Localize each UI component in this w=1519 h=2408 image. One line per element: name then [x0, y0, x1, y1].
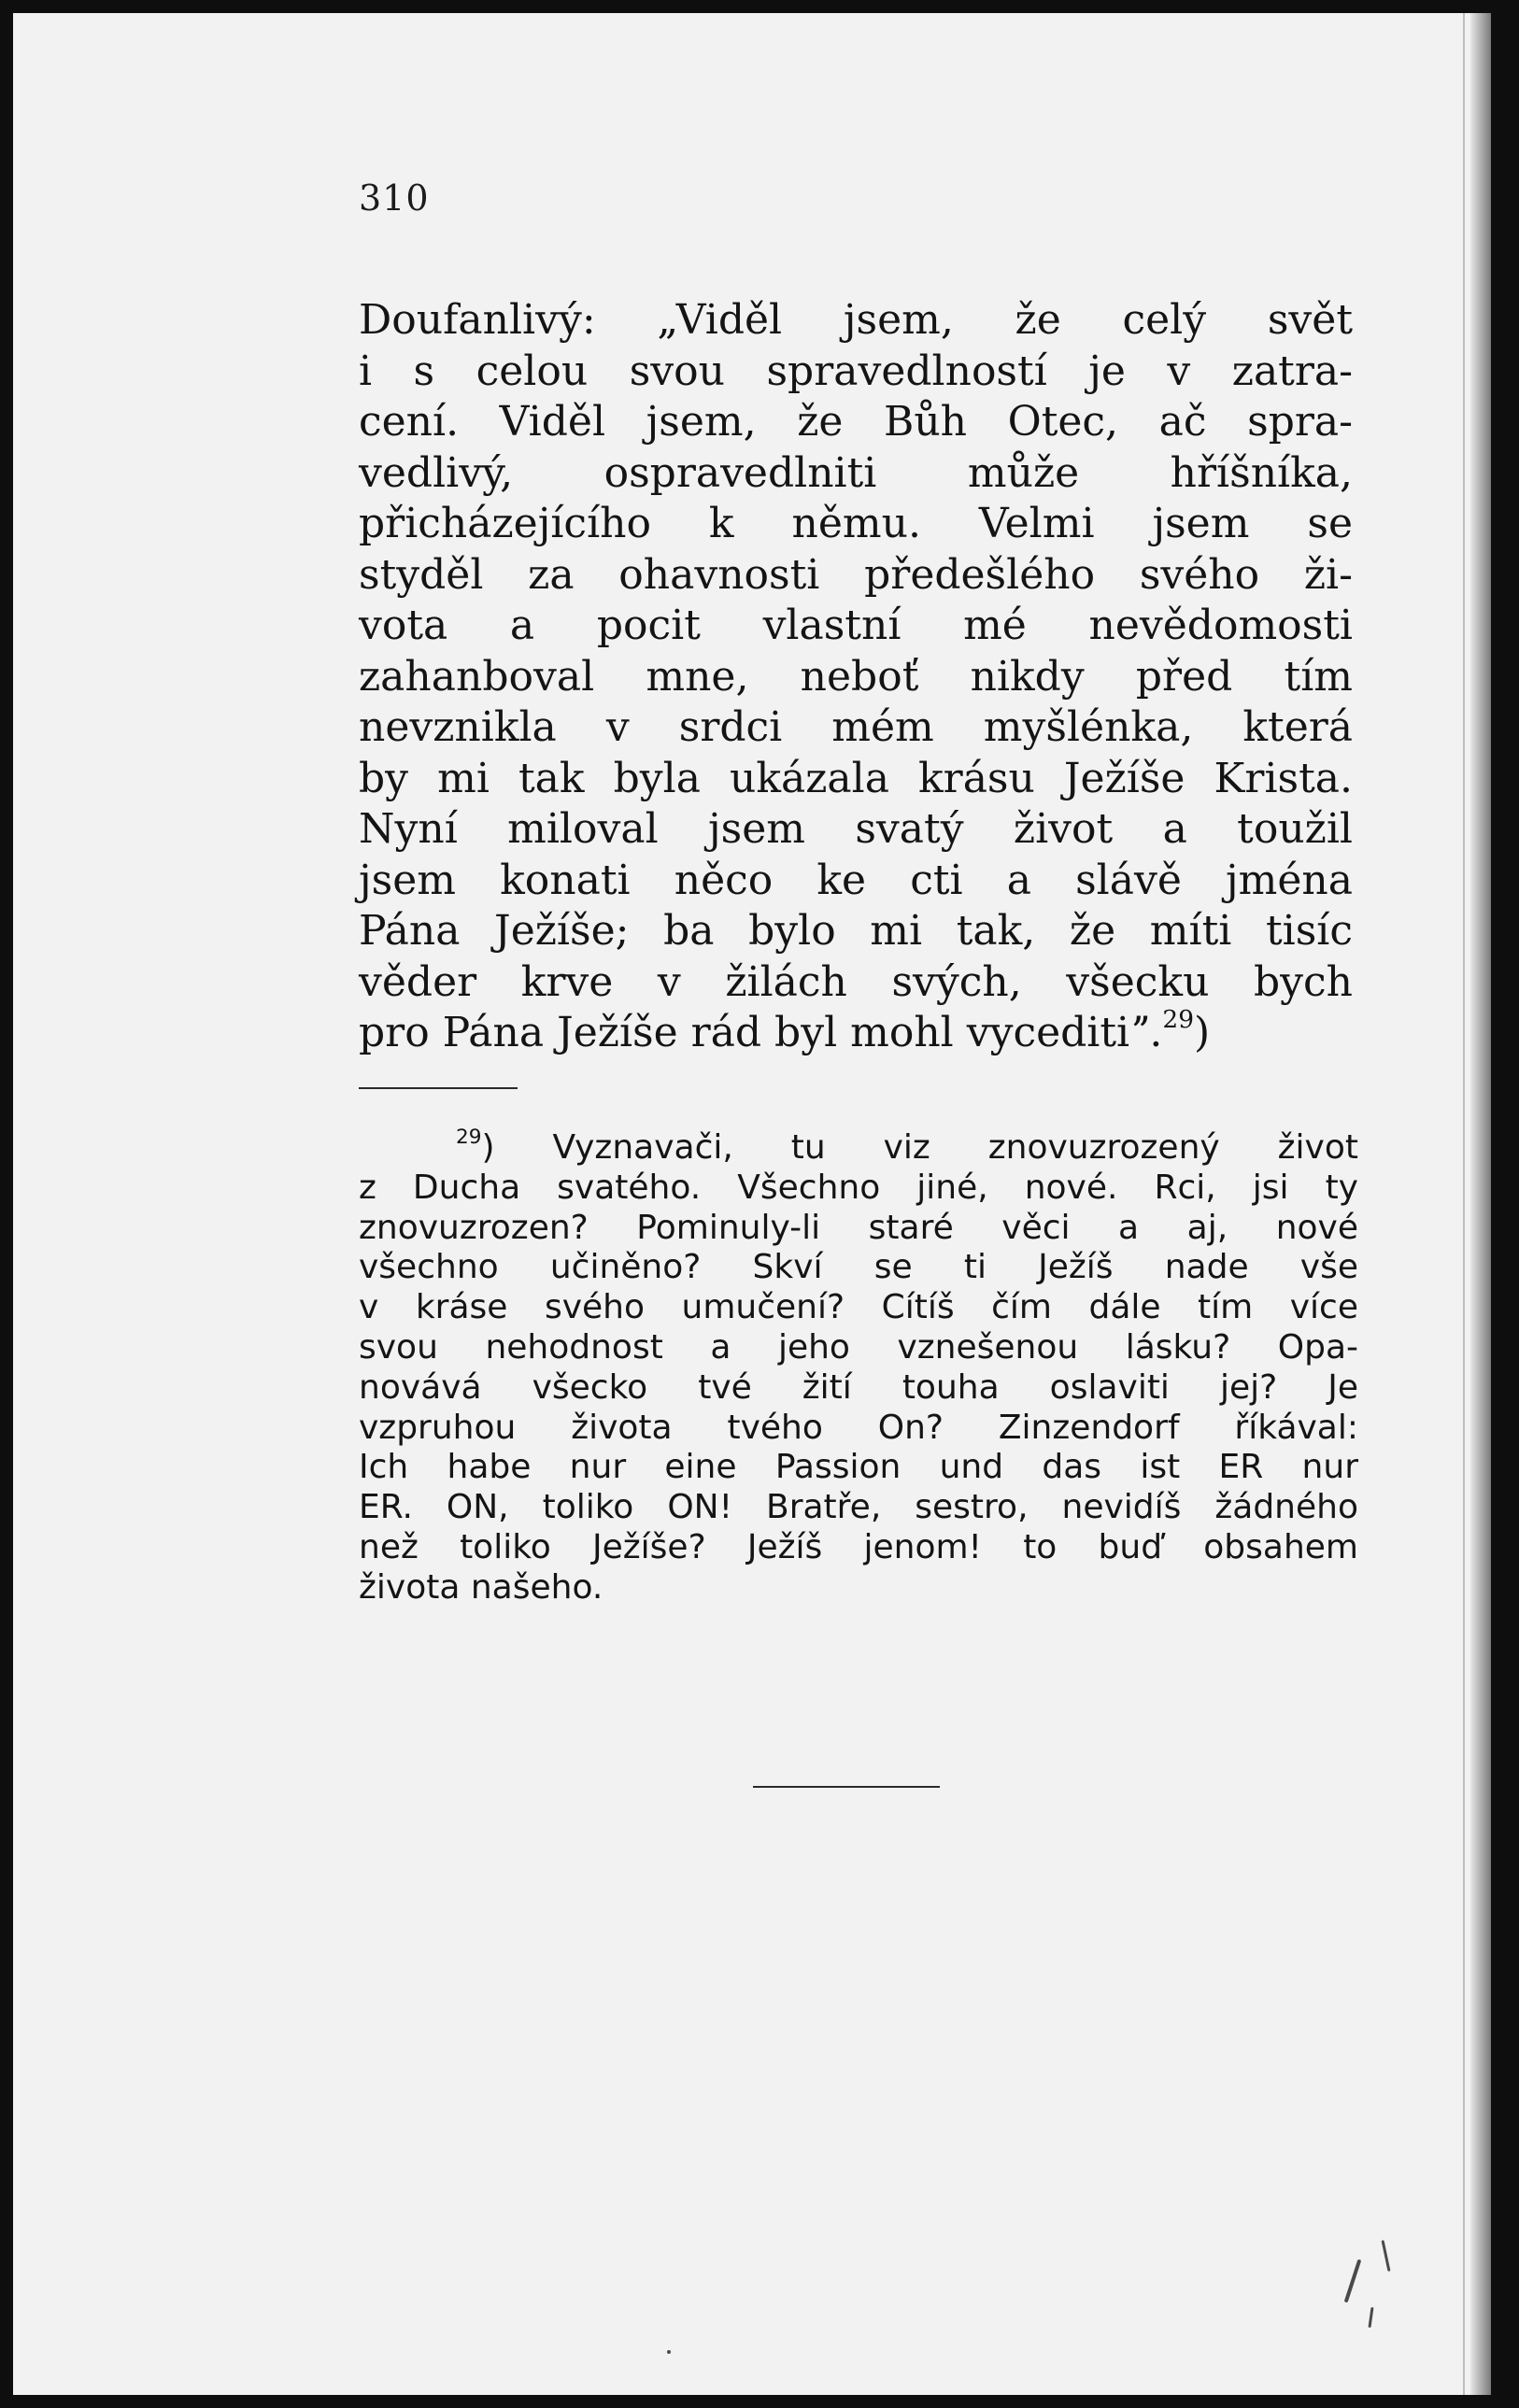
text-line: zahanboval mne, neboť nikdy před tím	[359, 652, 1353, 701]
text-line: Pána Ježíše; ba bylo mi tak, že míti tisíc	[359, 907, 1353, 955]
text-line: i s celou svou spravedlností je v zatra-	[359, 347, 1353, 395]
text-line: cení. Viděl jsem, že Bůh Otec, ač spra-	[359, 398, 1353, 446]
footnote-line: z Ducha svatého. Všechno jiné, nové. Rci, jsi ty	[359, 1168, 1358, 1207]
footnote-line: novává všecko tvé žití touha oslaviti jej? Je	[359, 1367, 1358, 1407]
text-line-last	[359, 1005, 1353, 1059]
scan-dot	[667, 2350, 671, 2354]
footnote-line: Ich habe nur eine Passion und das ist ER nur	[359, 1448, 1358, 1487]
footnote-first-line	[359, 1125, 1358, 1169]
footnote-line: všechno učiněno? Skví se ti Ježíš nade vše	[359, 1248, 1358, 1287]
scan-mark	[1368, 2307, 1373, 2328]
page-edge-line	[1463, 13, 1465, 2395]
footnote-reference: 29	[1162, 1005, 1194, 1035]
footnote-marker-paren: )	[481, 1128, 495, 1167]
footnote	[359, 1125, 1358, 1608]
footnote-marker: 29	[456, 1125, 482, 1149]
text-line: vedlivý, ospravedlniti může hříšníka,	[359, 448, 1353, 497]
text-line: nevznikla v srdci mém myšlénka, která	[359, 703, 1353, 751]
text-line: Doufanlivý: „Viděl jsem, že celý svět	[359, 296, 1353, 344]
footnote-line-last: života našeho.	[359, 1567, 603, 1607]
page-edge-shadow	[1470, 13, 1491, 2395]
footnote-reference-paren: )	[1194, 1009, 1211, 1056]
page-number: 310	[359, 177, 430, 219]
scan-mark	[1381, 2240, 1390, 2272]
footnote-line: ER. ON, toliko ON! Bratře, sestro, nevidíš žádného	[359, 1488, 1358, 1527]
text-line: Nyní miloval jsem svatý život a toužil	[359, 805, 1353, 853]
footnote-line: v kráse svého umučení? Cítíš čím dále tím více	[359, 1288, 1358, 1327]
text-line: přicházejícího k němu. Velmi jsem se	[359, 500, 1353, 547]
end-of-text-rule	[753, 1786, 940, 1788]
footnote-separator	[359, 1087, 518, 1089]
text-line: věder krve v žilách svých, všecku bych	[359, 957, 1353, 1006]
footnote-line: vzpruhou života tvého On? Zinzendorf říkával:	[359, 1408, 1358, 1447]
book-page	[13, 13, 1491, 2395]
footnote-line: znovuzrozen? Pominuly-li staré věci a aj, nové	[359, 1208, 1358, 1247]
text-line: jsem konati něco ke cti a slávě jména	[359, 856, 1353, 904]
main-paragraph	[359, 295, 1353, 1059]
last-line-text: pro Pána Ježíše rád byl mohl vyceditiˮ.	[359, 1009, 1163, 1056]
footnote-line: svou nehodnost a jeho vznešenou lásku? Opa-	[359, 1327, 1358, 1367]
footnote-first-text: Vyznavači, tu viz znovuzrozený život	[552, 1128, 1358, 1167]
footnote-line: než toliko Ježíše? Ježíš jenom! to buď obsahem	[359, 1527, 1358, 1566]
scan-mark	[1344, 2259, 1362, 2303]
text-line: styděl za ohavnosti předešlého svého ži-	[359, 550, 1353, 599]
text-line: vota a pocit vlastní mé nevědomosti	[359, 602, 1353, 649]
text-line: by mi tak byla ukázala krásu Ježíše Krista.	[359, 754, 1353, 802]
